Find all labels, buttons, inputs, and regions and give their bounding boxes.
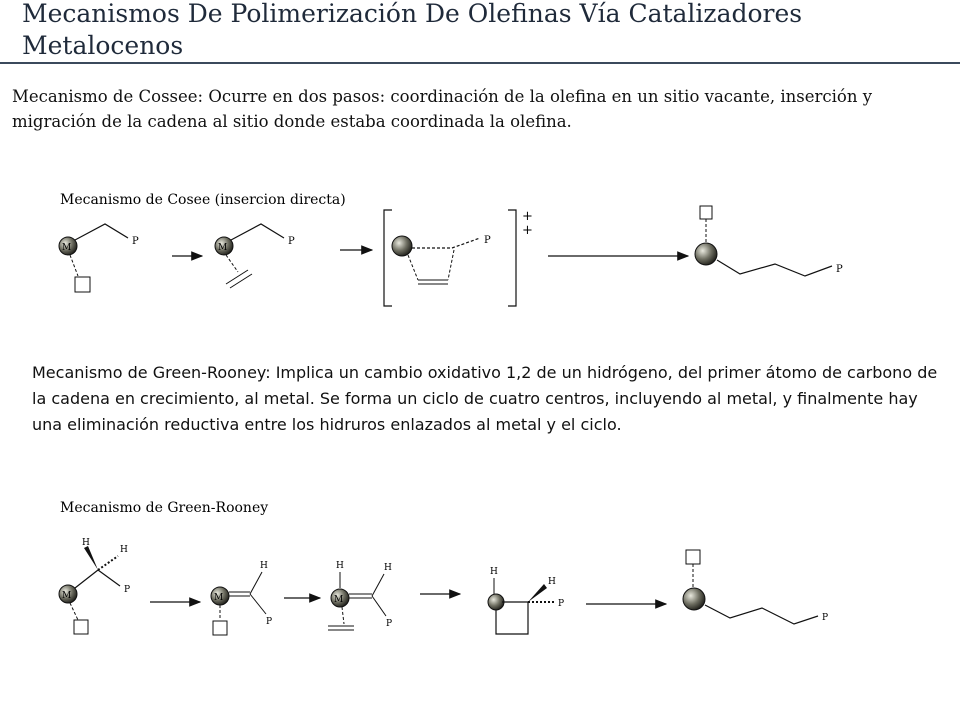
polymer-label: P bbox=[836, 264, 843, 275]
chain-bond bbox=[372, 574, 384, 596]
metal-label: M bbox=[334, 595, 344, 605]
polymer-label: P bbox=[822, 613, 829, 623]
migrating-chain-bond bbox=[412, 238, 480, 248]
gr-product bbox=[683, 550, 828, 624]
cossee-stage-1 bbox=[59, 224, 139, 292]
cossee-product bbox=[695, 206, 843, 276]
chain-bond bbox=[250, 594, 266, 614]
hydrogen-label: H bbox=[120, 545, 128, 555]
dashed-bond bbox=[342, 607, 344, 624]
left-bracket bbox=[384, 210, 392, 306]
title-underline bbox=[0, 62, 960, 64]
chain-bond bbox=[98, 570, 120, 586]
hydrogen-label: H bbox=[490, 567, 498, 577]
chain-bond bbox=[372, 596, 386, 616]
slide-title: Mecanismos De Polimerización De Olefinas Vía Catalizadores Metalocenos bbox=[22, 0, 803, 60]
hydrogen-label: H bbox=[548, 577, 556, 587]
metal-center bbox=[488, 594, 504, 610]
polymer-label: P bbox=[266, 617, 273, 627]
hashed-bond bbox=[98, 556, 118, 570]
polymer-label: P bbox=[288, 236, 295, 247]
cossee-mechanism-scheme bbox=[50, 180, 870, 320]
polymer-chain bbox=[717, 260, 832, 276]
gr-stage-4 bbox=[488, 567, 564, 634]
polymer-label: P bbox=[386, 619, 393, 629]
olefin-bond bbox=[230, 274, 252, 288]
vacant-site bbox=[75, 277, 90, 292]
chain-bond bbox=[250, 572, 262, 594]
hydrogen-label: H bbox=[336, 561, 344, 571]
polymer-chain bbox=[705, 605, 818, 624]
metal-label: M bbox=[214, 593, 224, 603]
right-bracket bbox=[508, 210, 516, 306]
vacant-site bbox=[700, 206, 712, 219]
dashed-bond bbox=[448, 250, 454, 280]
wedge-bond bbox=[84, 546, 98, 570]
wedge-bond bbox=[528, 584, 547, 602]
cossee-description: Mecanismo de Cossee: Ocurre en dos pasos: coordinación de la olefina en un sitio vacante, inserción y migración de la cadena al sitio donde estaba coordinada la olefina. bbox=[12, 87, 873, 131]
hydrogen-label: H bbox=[260, 561, 268, 571]
charge-sign: + bbox=[522, 223, 533, 238]
metal-center bbox=[392, 236, 412, 256]
charge-sign: + bbox=[522, 209, 533, 224]
green-rooney-description: Mecanismo de Green-Rooney: Implica un cambio oxidativo 1,2 de un hidrógeno, del primer átomo de carbono de la cadena en crecimiento, al metal. Se forma un ciclo de cuatro centros, incluyendo al metal, y finalmente hay una eliminación reductiva entre los hidruros enlazados al metal y el ciclo. bbox=[32, 363, 938, 434]
vacant-site bbox=[213, 621, 227, 635]
polymer-label: P bbox=[484, 235, 491, 246]
metal-label: M bbox=[62, 591, 72, 601]
chain-bond bbox=[231, 224, 284, 240]
gr-stage-2 bbox=[211, 561, 272, 635]
vacant-site bbox=[686, 550, 700, 564]
olefin-bond bbox=[226, 270, 248, 284]
dashed-bond bbox=[70, 255, 78, 276]
hydrogen-label: H bbox=[384, 563, 392, 573]
metal-center bbox=[683, 588, 705, 610]
green-rooney-mechanism-scheme bbox=[50, 490, 850, 640]
gr-stage-1 bbox=[59, 538, 130, 634]
cossee-transition-state bbox=[384, 209, 533, 306]
metal-label: M bbox=[62, 243, 72, 253]
dashed-bond bbox=[408, 255, 418, 280]
polymer-label: P bbox=[132, 236, 139, 247]
hydrogen-label: H bbox=[82, 538, 90, 548]
green-rooney-scheme-label: Mecanismo de Green-Rooney bbox=[60, 500, 269, 516]
dashed-bond bbox=[226, 255, 238, 272]
metal-center bbox=[695, 243, 717, 265]
cossee-stage-2 bbox=[215, 224, 295, 288]
chain-bond bbox=[75, 570, 98, 588]
gr-stage-3 bbox=[328, 561, 392, 630]
polymer-label: P bbox=[124, 585, 131, 595]
dashed-bond bbox=[70, 603, 78, 620]
vacant-site bbox=[74, 620, 88, 634]
metal-label: M bbox=[218, 243, 228, 253]
chain-bond bbox=[75, 224, 128, 240]
cossee-scheme-label: Mecanismo de Cosee (insercion directa) bbox=[60, 192, 346, 208]
polymer-label: P bbox=[558, 599, 565, 609]
